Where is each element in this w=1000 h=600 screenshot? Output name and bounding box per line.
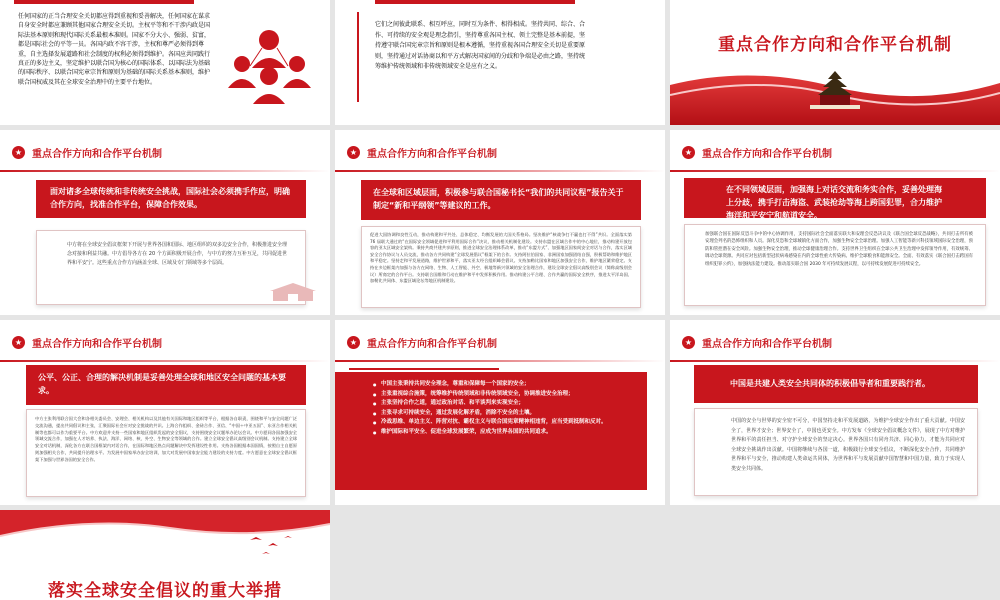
slide-thumbnail-7[interactable]	[0, 320, 330, 505]
slide-thumbnail-10[interactable]	[0, 510, 330, 600]
slide-header-title: 重点合作方向和合作平台机制	[367, 149, 497, 160]
content-box	[36, 230, 306, 305]
header-underline	[0, 170, 330, 172]
slide-header-title: 重点合作方向和合作平台机制	[32, 149, 162, 160]
slide-thumbnail-3[interactable]	[670, 0, 1000, 125]
content-text: 中国的安全与世界的安全密不可分，中国坚持走和平发展道路，为维护全球安全作出了重大贡献。中国安全了，世界才安全；世界安全了，中国也更安全。中方发布《全球安全倡议概念文件》，展现了中方对维护世界和平的责任担当、对守护全球安全的坚定决心。世界各国只有同舟共济、同心协力，才能为共同应对全球安全挑战作出贡献。中国将继续与各国一道，积极践行全球安全倡议，不断深化安全合作，共同维护世界和平与安全，推动构建人类命运共同体，为世界和平与发展贡献中国智慧和中国力量，致力于实现人类安全共同体。	[731, 418, 965, 472]
star-icon: ★	[682, 336, 695, 349]
bullet-list	[381, 380, 633, 437]
lead-text-box: 在全球和区域层面，积极参与联合国秘书长“我们的共同议程”报告关于制定“新和平纲领”等建议的工作。	[361, 180, 641, 220]
lead-text-box: 公平、公正、合理的解决机制是妥善处理全球和地区安全问题的基本要求。	[26, 365, 306, 405]
slide-header	[335, 130, 665, 174]
slide-thumbnail-2[interactable]	[335, 0, 665, 125]
slide-thumbnail-8[interactable]	[335, 320, 665, 505]
accent-line	[14, 0, 194, 4]
lead-text-box: 中国是共建人类安全共同体的积极倡导者和重要践行者。	[694, 365, 978, 403]
slide-body-text: 任何国家的正当合理安全关切都应得到重视和妥善解决，任何国家在谋求自身安全时都应兼顾其他国家合理安全关切。主权平等和不干涉内政是国际法基本原则和现代国际关系最根本准则。国家不分大小、强弱、贫富，都是国际社会的平等一员。各国内政不容干涉，主权和尊严必须得到尊重，自主选择发展道路和社会制度的权利必须得到维护。各国应共同践行真正的多边主义，坚定维护以联合国为核心的国际体系、以国际法为基础的国际秩序、以联合国宪章宗旨和原则为基础的国际关系基本准则，维护联合国权威及其在全球安全治理中的主要平台地位。	[18, 13, 211, 86]
slide-header	[670, 130, 1000, 174]
slide-header	[0, 130, 330, 174]
header-underline	[335, 170, 665, 172]
content-box	[361, 226, 641, 308]
slide-header-title: 重点合作方向和合作平台机制	[702, 339, 832, 350]
slide-header	[670, 320, 1000, 364]
star-icon: ★	[347, 146, 360, 159]
star-icon: ★	[682, 146, 695, 159]
list-item: ● 中国主张秉持共同安全理念，尊重和保障每一个国家的安全；	[381, 380, 633, 390]
list-item: ● 维护国际和平安全、促进全球发展繁荣，应成为世界各国的共同追求。	[381, 428, 633, 438]
star-icon: ★	[12, 146, 25, 159]
people-group-icon	[222, 28, 317, 106]
slide-header	[335, 320, 665, 364]
temple-of-heaven-banner	[670, 65, 1000, 125]
list-item: ● 主张重视综合施策，统筹维护传统领域和非传统领域安全，协调推进安全治理；	[381, 390, 633, 400]
section-title: 落实全球安全倡议的重大举措	[48, 581, 282, 600]
slide-header-title: 重点合作方向和合作平台机制	[32, 339, 162, 350]
list-item: ● 冷战思维、单边主义、阵营对抗、霸权主义与联合国宪章精神相违背，应当受到抵制和反对。	[381, 418, 633, 428]
accent-line	[349, 368, 499, 370]
slide-thumbnail-1[interactable]	[0, 0, 330, 125]
slide-thumbnail-9[interactable]	[670, 320, 1000, 505]
slide-thumbnail-5[interactable]	[335, 130, 665, 315]
slide-header-title: 重点合作方向和合作平台机制	[367, 339, 497, 350]
header-underline	[670, 170, 1000, 172]
content-box	[684, 224, 986, 306]
list-item: ● 主张寻求可持续安全，通过发展化解矛盾，消除不安全的土壤。	[381, 409, 633, 419]
slide-thumbnail-4[interactable]	[0, 130, 330, 315]
section-title: 重点合作方向和合作平台机制	[718, 35, 952, 55]
content-text: 加强联合国在国际反恐斗争中的中心协调作用，支持国际社会全面落实联大和安理会反恐决议及《联合国全球反恐战略》，共同打击所有被安理会列名的恐怖组织和人员。深化反恐和全球城镇化方面合作，加强生物安全全球治理。加强人工智能等新兴科技领域国际安全治理，预防和管控潜在安全风险。加强生物安全治理，推动全球健康治理合作。支持世界卫生组织在全球公共卫生治理中发挥领导作用，有效统筹、调动全球资源。共同应对包括新型冠状病毒感染在内的全球性重大传染病。维护全球粮食和能源安全。全面、有效落实《联合国打击跨国有组织犯罪公约》，加强执法能力建设。推动落实联合国 2030 年可持续发展议程，以可持续发展促进可持续安全。	[705, 232, 973, 267]
star-icon: ★	[347, 336, 360, 349]
slide-thumbnail-6[interactable]	[670, 130, 1000, 315]
header-underline	[0, 360, 330, 362]
accent-line	[375, 0, 575, 4]
content-text: 促进大国协调和良性互动，推动构建和平共处、总体稳定、均衡发展的大国关系格局。坚决维护“核战争打不赢也打不得”共识。全面落实第 76 届联大通过的“在国际安全领域促进和平利用国际合作”决议，推动相关机制化建设。支持东盟在区域合作中的中心地位，推动构建开放包容的亚太区域安全架构。秉持共商共建共享原则，推进全球安全治理体系改革，推动“东盟方式”、加强地区国家间安全对话与合作，落实区域安全合作协议与人员交流，推动各方共同构建“全球发展倡议”框架下的合作。支持阿拉伯国家、非洲国家加强团结自强，积极帮助和维护地区和平稳定。坚持走和平发展道路，维护世界和平，落实亚太经合组织峰会倡议。支持加勒比国家和地区加强安全合作，维护地区繁荣稳定。支持在多边框架内加强与各方在网络、生物、人工智能、外空、极地等新兴领域的安全治理合作，建设全球安全倡议高级别会议（简称高级别会议）所商定的合作平台。支持联合国维和行动在维护和平中发挥积极作用。推动构建公平合理、合作共赢的国际安全秩序，推进太平洋岛国、加勒比共同体、东盟区域论坛等地区机制建设。	[370, 232, 632, 284]
vertical-accent-line	[357, 12, 359, 102]
red-flag-banner	[0, 510, 330, 570]
content-text: 中方将在全球安全倡议框架下开展与世界各国和国际、地区组织的双多边安全合作，积极推进安全理念对接和利益共融。中方倡导各方在 20 个方面积极开展合作，与中方的努力互补互足，共同促进世界和平安宁。这些重点合作方向涵盖全球、区域及专门领域等多个层面。	[67, 242, 287, 266]
slide-body-text: 它们之间彼此联系、相互呼应，同时互为条件、相得相成。坚持共同、综合、合作、可持续的安全观是理念指引，坚持尊重各国主权、领土完整是基本前提，坚持遵守联合国宪章宗旨和原则是根本遵循，坚持重视各国合理安全关切是重要原则，坚持通过对话协商以和平方式解决国家间的分歧和争端是必由之路，坚持统筹维护传统领域和非传统领域安全是应有之义。	[375, 21, 586, 70]
lead-text-box: 面对诸多全球传统和非传统安全挑战，国际社会必须携手作应，明确合作方向，找准合作平台，保障合作效果。	[36, 180, 306, 218]
tiananmen-icon	[268, 279, 318, 301]
bullet-list-box	[335, 372, 647, 490]
content-box	[26, 409, 306, 497]
list-item: ● 主张坚持合作之道，通过政治对话、和平谈判来实现安全；	[381, 399, 633, 409]
content-box	[694, 408, 978, 496]
slide-header	[0, 320, 330, 364]
lead-text-box: 在不同领域层面，加强海上对话交流和务实合作，妥善处理海上分歧，携手打击海盗、武装抢劫等海上跨国犯罪，合力维护海洋和平安宁和航道安全。	[684, 178, 986, 218]
slide-header-title: 重点合作方向和合作平台机制	[702, 149, 832, 160]
header-underline	[670, 360, 1000, 362]
star-icon: ★	[12, 336, 25, 349]
content-text: 中方主张利用联合国大会和各相关委员会、安理会、相关机构以及其他有关国际和地区组织等平台，根据各自职责，围绕和平与安全问题广泛交流沟通，提出共同倡议和主张，汇聚国际社会应对安全挑战的共识。上海合作组织、金砖合作、亚信、“中国＋中亚五国”、东亚合作相关机制等也都可以作为重要平台。中方欢迎并支持一些国家和地区组织发起的安全倡议，支持围绕安全议题举办论坛会议。中方愿同各国加强安全领域交流合作，加强在人才培养、执法、海洋、网络、核、外空、生物安全等领域的合作。建立全球安全倡议高级别会议机制。支持建立全球安全对话机制，深化各方在联合国框架内对话合作，在国际和地区热点问题解决中发挥建设性作用。支持各国根据本国国情，按照自主自愿原则加强相关合作，共同提升治理水平。为发展中国家举办安全培训，加大对发展中国家安全能力建设的支持力度。中方愿意在全球安全倡议框架下加强与世界各国的安全合作。	[35, 416, 297, 462]
header-underline	[335, 360, 665, 362]
